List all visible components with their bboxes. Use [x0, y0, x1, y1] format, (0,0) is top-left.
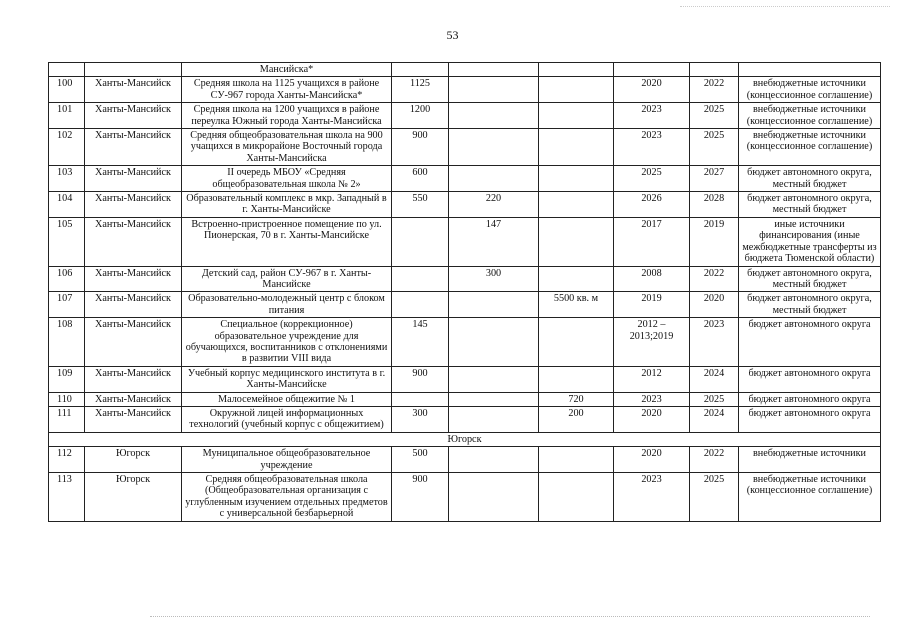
cell-capacity-1 [392, 392, 449, 406]
cell-start-year: 2019 [614, 292, 690, 318]
cell-capacity-1: 550 [392, 192, 449, 218]
cell-capacity-1 [392, 292, 449, 318]
cell-end-year: 2025 [690, 129, 739, 166]
cell-city: Югорск [85, 447, 182, 473]
cell-city: Ханты-Мансийск [85, 103, 182, 129]
cell-object-name: Учебный корпус медицинского института в г. Ханты-Мансийске [182, 366, 392, 392]
table-row [49, 406, 881, 432]
scan-artifact [150, 616, 870, 617]
cell-object-name: Детский сад, район СУ-967 в г. Ханты-Мансийске [182, 266, 392, 292]
cell-number: 109 [49, 366, 85, 392]
cell-city: Ханты-Мансийск [85, 192, 182, 218]
cell-number: 105 [49, 217, 85, 266]
cell-capacity-3 [539, 447, 614, 473]
cell-start-year: 2020 [614, 77, 690, 103]
cell-start-year: 2020 [614, 447, 690, 473]
cell-funding-source: бюджет автономного округа [739, 366, 881, 392]
cell-number: 104 [49, 192, 85, 218]
cell-funding-source: бюджет автономного округа, местный бюджет [739, 266, 881, 292]
cell-city: Югорск [85, 473, 182, 522]
cell-funding-source: бюджет автономного округа, местный бюджет [739, 166, 881, 192]
cell-capacity-2 [449, 103, 539, 129]
cell-capacity-1: 900 [392, 473, 449, 522]
cell-city: Ханты-Мансийск [85, 217, 182, 266]
cell-city: Ханты-Мансийск [85, 406, 182, 432]
cell-number: 108 [49, 318, 85, 367]
cell-capacity-2 [449, 473, 539, 522]
cell-capacity-2 [449, 392, 539, 406]
cell-object-name: Встроенно-пристроенное помещение по ул. Пионерская, 70 в г. Ханты-Мансийске [182, 217, 392, 266]
cell-city: Ханты-Мансийск [85, 392, 182, 406]
cell-number: 112 [49, 447, 85, 473]
section-title: Югорск [49, 432, 881, 446]
cell-start-year: 2023 [614, 392, 690, 406]
cell-end-year: 2022 [690, 77, 739, 103]
cell-start-year: 2017 [614, 217, 690, 266]
cell-capacity-3: 5500 кв. м [539, 292, 614, 318]
cell-funding-source: бюджет автономного округа, местный бюджет [739, 192, 881, 218]
cell-city: Ханты-Мансийск [85, 77, 182, 103]
page-number: 53 [446, 28, 459, 42]
table-row [49, 129, 881, 166]
cell-start-year: 2025 [614, 166, 690, 192]
cell-number: 113 [49, 473, 85, 522]
cell-funding-source: бюджет автономного округа [739, 392, 881, 406]
cell-end-year: 2024 [690, 366, 739, 392]
cell-capacity-3 [539, 129, 614, 166]
cell-capacity-1: 600 [392, 166, 449, 192]
scan-artifact [680, 6, 890, 7]
cell-capacity-1: 145 [392, 318, 449, 367]
cell-capacity-2: 220 [449, 192, 539, 218]
cell-object-name: Средняя общеобразовательная школа (Общеобразовательная организация с углубленным изучением отдельных предметов с универсальной безбарьерной [182, 473, 392, 522]
cell-number: 101 [49, 103, 85, 129]
cell-capacity-2 [449, 166, 539, 192]
cell-object-name: Малосемейное общежитие № 1 [182, 392, 392, 406]
cell-capacity-2 [449, 447, 539, 473]
cell-end-year: 2020 [690, 292, 739, 318]
table-row [49, 292, 881, 318]
cell-number: 106 [49, 266, 85, 292]
cell-city: Ханты-Мансийск [85, 292, 182, 318]
cell-number: 111 [49, 406, 85, 432]
cell-number: 100 [49, 77, 85, 103]
cell-capacity-3 [539, 166, 614, 192]
table-row [49, 392, 881, 406]
cell-capacity-2: 300 [449, 266, 539, 292]
cell-start-year: 2008 [614, 266, 690, 292]
table-row [49, 266, 881, 292]
table-row [49, 447, 881, 473]
cell-capacity-2: 147 [449, 217, 539, 266]
cell-capacity-3 [539, 318, 614, 367]
cell-city: Ханты-Мансийск [85, 266, 182, 292]
cell-end-year: 2019 [690, 217, 739, 266]
cell-end-year: 2024 [690, 406, 739, 432]
cell-object-name: Средняя школа на 1125 учащихся в районе СУ-967 города Ханты-Мансийска* [182, 77, 392, 103]
cell-capacity-3 [539, 103, 614, 129]
cell-start-year: 2020 [614, 406, 690, 432]
table-body [49, 63, 881, 522]
cell-funding-source: бюджет автономного округа [739, 318, 881, 367]
cell-funding-source: внебюджетные источники (концессионное соглашение) [739, 103, 881, 129]
cell-end-year: 2025 [690, 392, 739, 406]
cell-capacity-1 [392, 217, 449, 266]
cell-capacity-1: 300 [392, 406, 449, 432]
cell-city: Ханты-Мансийск [85, 129, 182, 166]
cell-funding-source: внебюджетные источники [739, 447, 881, 473]
cell-number: 103 [49, 166, 85, 192]
cell-end-year: 2022 [690, 447, 739, 473]
cell-capacity-1: 1200 [392, 103, 449, 129]
cell-object-name: Муниципальное общеобразовательное учреждение [182, 447, 392, 473]
cell-start-year: 2023 [614, 129, 690, 166]
cell-capacity-1: 900 [392, 129, 449, 166]
cell-funding-source: иные источники финансирования (иные межбюджетные трансферты из бюджета Тюменской области) [739, 217, 881, 266]
cell-end-year: 2027 [690, 166, 739, 192]
cell-capacity-3 [539, 473, 614, 522]
cell-start-year: 2012 [614, 366, 690, 392]
objects-table [48, 62, 881, 522]
cell-capacity-2 [449, 77, 539, 103]
section-row [49, 432, 881, 446]
cell-number: 110 [49, 392, 85, 406]
table-row [49, 103, 881, 129]
cell-object-name: Образовательный комплекс в мкр. Западный в г. Ханты-Мансийске [182, 192, 392, 218]
cell-funding-source: бюджет автономного округа, местный бюджет [739, 292, 881, 318]
cell-capacity-1: 900 [392, 366, 449, 392]
cell-funding-source: внебюджетные источники (концессионное соглашение) [739, 129, 881, 166]
cell-capacity-2 [449, 129, 539, 166]
cell-funding-source: бюджет автономного округа [739, 406, 881, 432]
cell-object-name: Средняя общеобразовательная школа на 900 учащихся в микрорайоне Восточный города Ханты-Мансийска [182, 129, 392, 166]
cell-end-year: 2022 [690, 266, 739, 292]
cell-number: 102 [49, 129, 85, 166]
table-row [49, 473, 881, 522]
cell-number: 107 [49, 292, 85, 318]
cell-funding-source: внебюджетные источники (концессионное соглашение) [739, 77, 881, 103]
cell-city: Ханты-Мансийск [85, 366, 182, 392]
cell-start-year: 2023 [614, 473, 690, 522]
cell-funding-source: внебюджетные источники (концессионное соглашение) [739, 473, 881, 522]
table-row [49, 217, 881, 266]
cell-end-year: 2025 [690, 473, 739, 522]
cell-object-name: Окружной лицей информационных технологий (учебный корпус с общежитием) [182, 406, 392, 432]
table-row [49, 166, 881, 192]
cell-capacity-2 [449, 292, 539, 318]
cell-end-year: 2028 [690, 192, 739, 218]
cell-capacity-3 [539, 266, 614, 292]
cell-capacity-1 [392, 266, 449, 292]
cell-capacity-3 [539, 366, 614, 392]
table-row [49, 318, 881, 367]
cell-end-year: 2023 [690, 318, 739, 367]
cell-start-year: 2012 – 2013;2019 [614, 318, 690, 367]
cell-object-name: Специальное (коррекционное) образовательное учреждение для обучающихся, воспитанников с отклонениями в развитии VIII вида [182, 318, 392, 367]
cell-capacity-3 [539, 77, 614, 103]
cell-capacity-2 [449, 318, 539, 367]
cell-object-name: Средняя школа на 1200 учащихся в районе переулка Южный города Ханты-Мансийска [182, 103, 392, 129]
cell-capacity-2 [449, 406, 539, 432]
cell-end-year: 2025 [690, 103, 739, 129]
cell-capacity-3 [539, 217, 614, 266]
cell-capacity-3 [539, 192, 614, 218]
cell-capacity-2 [449, 366, 539, 392]
cell-object-name: II очередь МБОУ «Средняя общеобразовательная школа № 2» [182, 166, 392, 192]
cell-start-year: 2026 [614, 192, 690, 218]
cell-capacity-3: 200 [539, 406, 614, 432]
table-row [49, 77, 881, 103]
cell-city: Ханты-Мансийск [85, 166, 182, 192]
table-row [49, 366, 881, 392]
cell-capacity-1: 1125 [392, 77, 449, 103]
cell-capacity-1: 500 [392, 447, 449, 473]
continuation-row [49, 63, 881, 77]
table-row [49, 192, 881, 218]
cell-capacity-3: 720 [539, 392, 614, 406]
continuation-text: Мансийска* [182, 63, 392, 77]
cell-city: Ханты-Мансийск [85, 318, 182, 367]
cell-start-year: 2023 [614, 103, 690, 129]
cell-object-name: Образовательно-молодежный центр с блоком питания [182, 292, 392, 318]
